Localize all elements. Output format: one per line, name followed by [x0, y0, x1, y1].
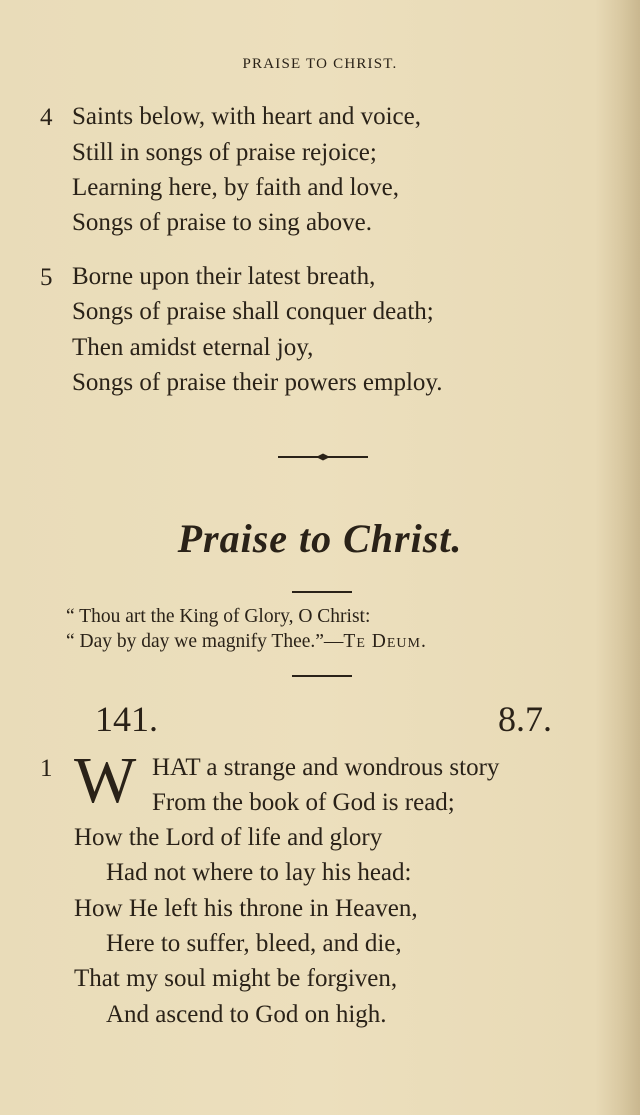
epigraph-line — [66, 632, 427, 652]
verse-line: Still in songs of praise rejoice; — [72, 139, 377, 166]
divider-rule — [292, 591, 352, 593]
verse-line: Learning here, by faith and love, — [72, 174, 399, 201]
verse-line: Saints below, with heart and voice, — [72, 103, 421, 130]
verse-line: How the Lord of life and glory — [74, 824, 383, 851]
verse-number: 4 — [40, 104, 53, 131]
verse-number: 5 — [40, 264, 53, 291]
section-title: Praise to Christ. — [177, 516, 463, 561]
verse-line: That my soul might be forgiven, — [74, 965, 398, 992]
running-head: PRAISE TO CHRIST. — [242, 56, 398, 72]
hymn-meter: 8.7. — [498, 699, 552, 739]
drop-cap: W — [74, 744, 137, 817]
verse-line: HAT a strange and wondrous story — [152, 754, 500, 781]
verse-line: And ascend to God on high. — [106, 1001, 387, 1028]
verse-line: From the book of God is read; — [152, 789, 455, 816]
verse-line: Songs of praise shall conquer death; — [72, 298, 434, 325]
verse-line: Had not where to lay his head: — [106, 859, 412, 886]
verse-line: Borne upon their latest breath, — [72, 263, 376, 290]
hymn-number: 141. — [95, 699, 158, 739]
verse-line: How He left his throne in Heaven, — [74, 895, 418, 922]
epigraph-text: “ Day by day we magnify Thee.”— — [66, 631, 344, 652]
verse-line: Then amidst eternal joy, — [72, 334, 314, 361]
verse-line: Songs of praise their powers employ. — [72, 369, 443, 396]
verse-line: Here to suffer, bleed, and die, — [106, 930, 402, 957]
ornament-divider — [278, 452, 368, 462]
verse-number: 1 — [40, 755, 53, 782]
divider-rule — [292, 675, 352, 677]
epigraph-line: “ Thou art the King of Glory, O Christ: — [66, 606, 371, 627]
verse-line: Songs of praise to sing above. — [72, 209, 372, 236]
epigraph-source: Te Deum. — [343, 631, 427, 652]
